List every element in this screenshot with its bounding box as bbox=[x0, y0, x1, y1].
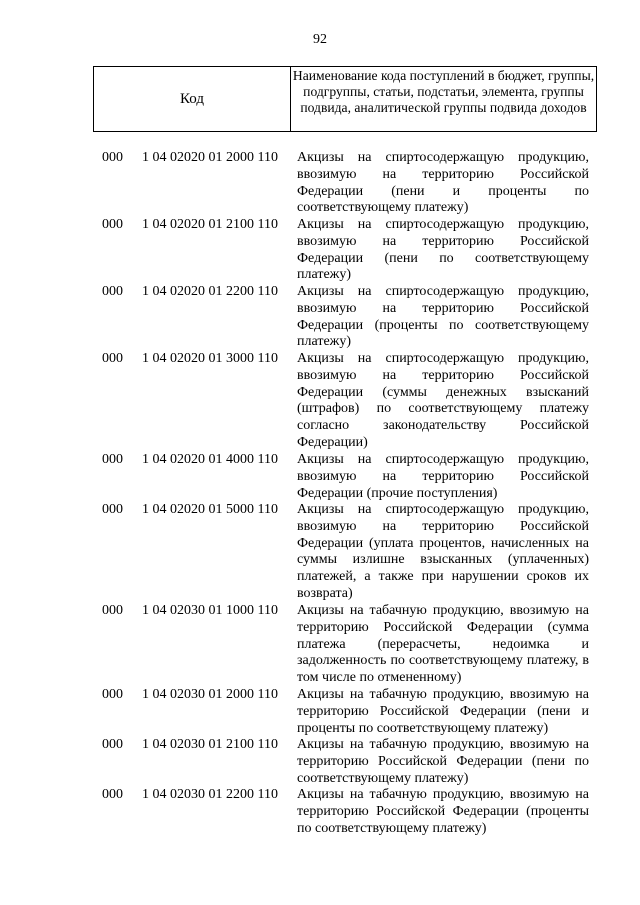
revenue-description: Акцизы на спиртосодержащую продукцию, ввозимую на территорию Российской Федерации (пени по соответствующему платежу) bbox=[297, 217, 589, 283]
revenue-code: 1 04 02020 01 3000 110 bbox=[142, 351, 278, 366]
table-row bbox=[0, 217, 640, 284]
revenue-code: 1 04 02020 01 2000 110 bbox=[142, 150, 278, 165]
table-row bbox=[0, 284, 640, 351]
revenue-code: 1 04 02030 01 1000 110 bbox=[142, 603, 278, 618]
table-row bbox=[0, 737, 640, 787]
revenue-description: Акцизы на табачную продукцию, ввозимую на территорию Российской Федерации (пени по соответствующему платежу) bbox=[297, 737, 589, 786]
table-row bbox=[0, 502, 640, 603]
table-row bbox=[0, 687, 640, 737]
admin-code: 000 bbox=[102, 217, 123, 232]
revenue-description: Акцизы на табачную продукцию, ввозимую на территорию Российской Федерации (сумма платежа (перерасчеты, недоимка и задолженность по соответствующему платежу, в том числе по отмененному) bbox=[297, 603, 589, 686]
admin-code: 000 bbox=[102, 687, 123, 702]
table-row bbox=[0, 452, 640, 502]
table-row bbox=[0, 150, 640, 217]
admin-code: 000 bbox=[102, 737, 123, 752]
admin-code: 000 bbox=[102, 284, 123, 299]
revenue-code: 1 04 02030 01 2200 110 bbox=[142, 787, 278, 802]
table-row bbox=[0, 603, 640, 687]
revenue-code: 1 04 02020 01 4000 110 bbox=[142, 452, 278, 467]
header-code-cell bbox=[94, 67, 291, 131]
revenue-code: 1 04 02030 01 2000 110 bbox=[142, 687, 278, 702]
admin-code: 000 bbox=[102, 452, 123, 467]
revenue-description: Акцизы на спиртосодержащую продукцию, ввозимую на территорию Российской Федерации (пени и проценты по соответствующему платежу) bbox=[297, 150, 589, 216]
revenue-code: 1 04 02030 01 2100 110 bbox=[142, 737, 278, 752]
revenue-description: Акцизы на спиртосодержащую продукцию, ввозимую на территорию Российской Федерации (проценты по соответствующему платежу) bbox=[297, 284, 589, 350]
admin-code: 000 bbox=[102, 603, 123, 618]
revenue-description: Акцизы на табачную продукцию, ввозимую на территорию Российской Федерации (пени и проценты по соответствующему платежу) bbox=[297, 687, 589, 736]
admin-code: 000 bbox=[102, 787, 123, 802]
header-name-cell bbox=[291, 67, 596, 131]
header-code-label: Код bbox=[180, 90, 204, 107]
admin-code: 000 bbox=[102, 150, 123, 165]
admin-code: 000 bbox=[102, 351, 123, 366]
header-name-label: Наименование кода поступлений в бюджет, группы, подгруппы, статьи, подстатьи, элемента, группы подвида, аналитической группы подвида доходов bbox=[292, 68, 595, 115]
revenue-description: Акцизы на табачную продукцию, ввозимую на территорию Российской Федерации (проценты по соответствующему платежу) bbox=[297, 787, 589, 836]
table-header bbox=[93, 66, 597, 132]
admin-code: 000 bbox=[102, 502, 123, 517]
revenue-description: Акцизы на спиртосодержащую продукцию, ввозимую на территорию Российской Федерации (уплата процентов, начисленных на суммы излишне взысканных (уплаченных) платежей, а также при нарушении сроков их возврата) bbox=[297, 502, 589, 601]
revenue-description: Акцизы на спиртосодержащую продукцию, ввозимую на территорию Российской Федерации (прочие поступления) bbox=[297, 452, 589, 501]
table-body bbox=[0, 150, 640, 837]
table-row bbox=[0, 351, 640, 452]
revenue-description: Акцизы на спиртосодержащую продукцию, ввозимую на территорию Российской Федерации (суммы денежных взысканий (штрафов) по соответствующему платежу согласно законодательству Российской Федерации) bbox=[297, 351, 589, 450]
revenue-code: 1 04 02020 01 5000 110 bbox=[142, 502, 278, 517]
revenue-code: 1 04 02020 01 2100 110 bbox=[142, 217, 278, 232]
revenue-code: 1 04 02020 01 2200 110 bbox=[142, 284, 278, 299]
page-number: 92 bbox=[313, 32, 327, 47]
table-row bbox=[0, 787, 640, 837]
